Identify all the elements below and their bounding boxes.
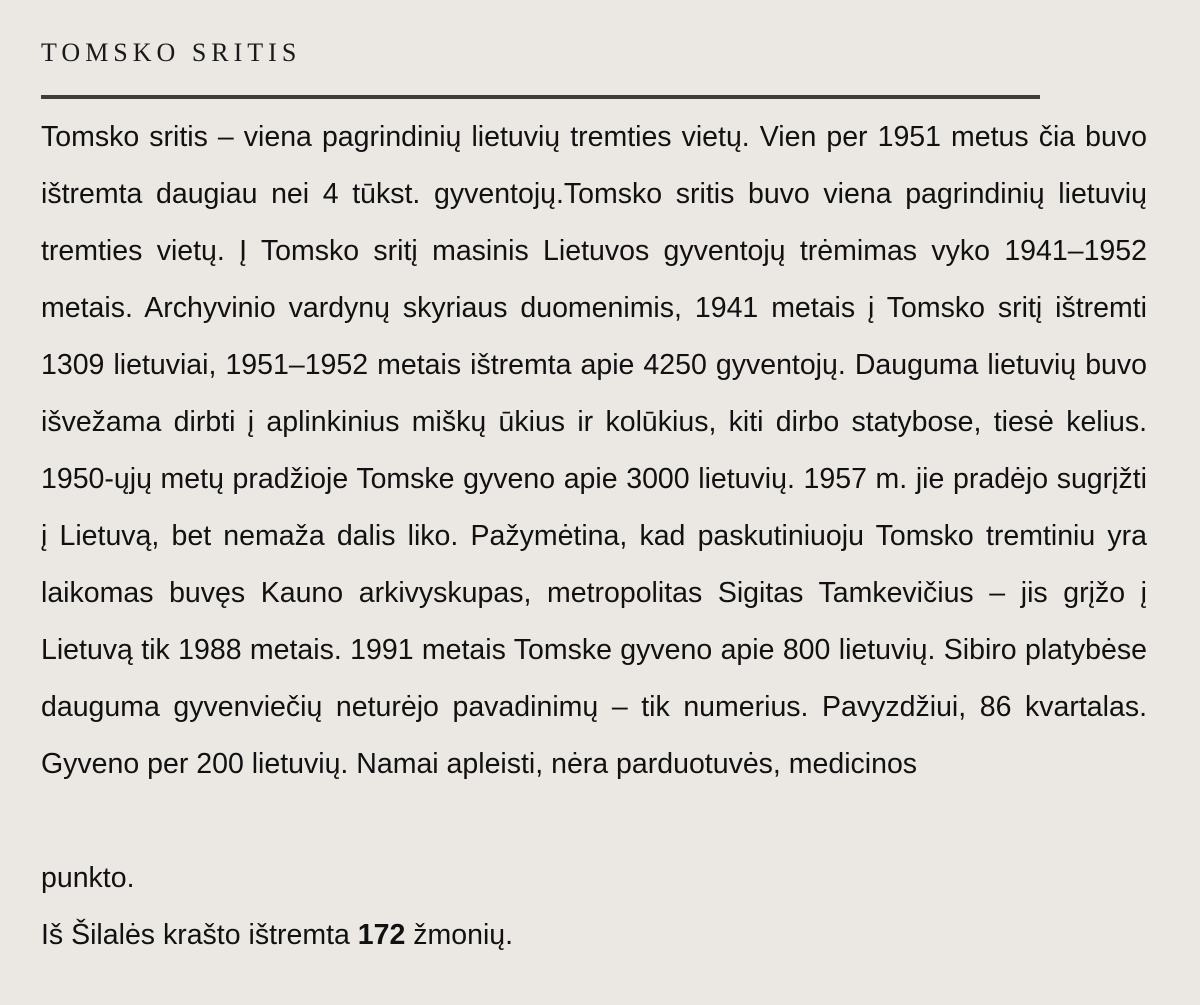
summary-prefix: Iš Šilalės krašto ištremta — [41, 919, 350, 951]
deportee-count: 172 — [357, 919, 406, 951]
body-paragraph-end: punkto. — [41, 862, 135, 894]
deportee-summary — [41, 907, 513, 964]
page-title: TOMSKO SRITIS — [41, 38, 302, 67]
summary-suffix: žmonių. — [413, 919, 514, 951]
body-paragraph: Tomsko sritis – viena pagrindinių lietuvių tremties vietų. Vien per 1951 metus čia buvo ištremta daugiau nei 4 tūkst. gyventojų.Tomsko sritis buvo viena pagrindinių lietuvių tremties vietų. Į Tomsko sritį masinis Lietuvos gyventojų trėmimas vyko 1941–1952 metais. Archyvinio vardynų skyriaus duomenimis, 1941 metais į Tomsko sritį ištremti 1309 lietuviai, 1951–1952 metais ištremta apie 4250 gyventojų. Dauguma lietuvių buvo išvežama dirbti į aplinkinius miškų ūkius ir kolūkius, kiti dirbo statybose, tiesė kelius. 1950-ųjų metų pradžioje Tomske gyveno apie 3000 lietuvių. 1957 m. jie pradėjo sugrįžti į Lietuvą, bet nemaža dalis liko. Pažymėtina, kad paskutiniuoju Tomsko tremtiniu yra laikomas buvęs Kauno arkivyskupas, metropolitas Sigitas Tamkevičius – jis grįžo į Lietuvą tik 1988 metais. 1991 metais Tomske gyveno apie 800 lietuvių. Sibiro platybėse dauguma gyvenviečių neturėjo pavadinimų – tik numerius. Pavyzdžiui, 86 kvartalas. Gyveno per 200 lietuvių. Namai apleisti, nėra parduotuvės, medicinos — [41, 121, 1147, 780]
title-divider — [41, 95, 1040, 99]
